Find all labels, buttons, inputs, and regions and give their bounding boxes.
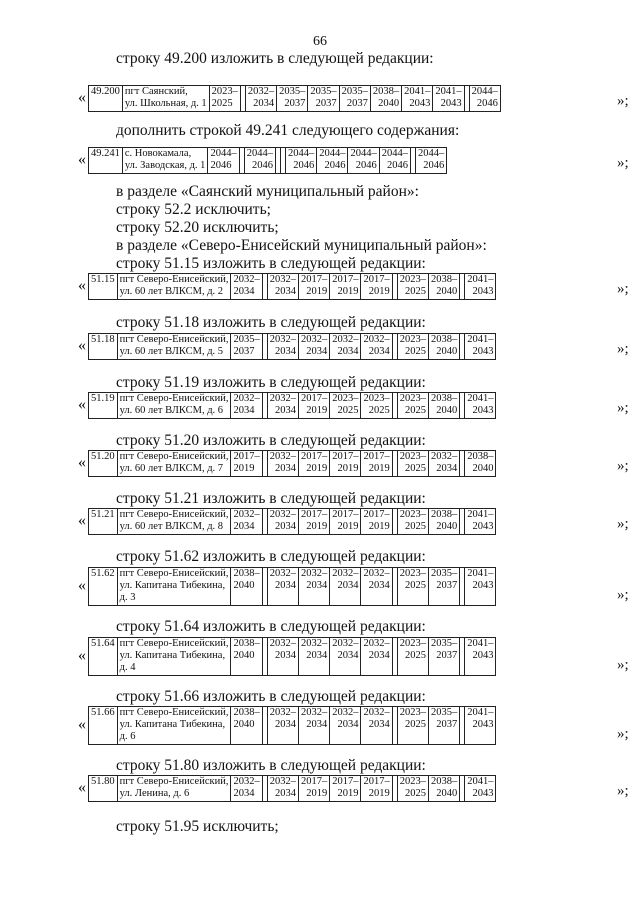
period-cell: 2032– 2034 bbox=[330, 638, 361, 676]
period-cell: 2038– 2040 bbox=[231, 638, 262, 676]
period-cell: 2023– 2025 bbox=[397, 393, 428, 419]
row-number: 51.19 bbox=[89, 393, 118, 419]
address-line: д. 6 bbox=[119, 731, 136, 742]
period-cell: 2017– 2019 bbox=[330, 274, 361, 300]
close-quote: »; bbox=[617, 458, 629, 474]
paragraph: строку 49.200 изложить в следующей редакции: bbox=[116, 50, 434, 67]
address-line: пгт Северо-Енисейский, bbox=[119, 568, 229, 579]
row-table bbox=[88, 450, 496, 477]
period-cell: 2041– 2043 bbox=[465, 568, 496, 606]
address-cell bbox=[117, 509, 231, 535]
period-cell: 2041– 2043 bbox=[433, 86, 464, 112]
period-cell: 2038– 2040 bbox=[428, 776, 459, 802]
period-cell: 2032– 2034 bbox=[267, 274, 298, 300]
period-cell: 2038– 2040 bbox=[465, 451, 496, 477]
close-quote: »; bbox=[617, 155, 629, 171]
period-cell: 2023– 2025 bbox=[397, 638, 428, 676]
address-cell bbox=[117, 274, 231, 300]
period-cell: 2035– 2037 bbox=[428, 568, 459, 606]
row-number: 51.66 bbox=[89, 707, 118, 745]
paragraph: строку 51.19 изложить в следующей редакции: bbox=[116, 374, 426, 391]
period-cell: 2032– 2034 bbox=[267, 707, 298, 745]
address-line: ул. 60 лет ВЛКСМ, д. 2 bbox=[119, 286, 224, 297]
period-cell: 2044– 2046 bbox=[379, 148, 410, 174]
period-cell: 2032– 2034 bbox=[361, 568, 392, 606]
period-cell: 2044– 2046 bbox=[415, 148, 446, 174]
period-cell: 2017– 2019 bbox=[330, 451, 361, 477]
period-cell: 2032– 2034 bbox=[267, 638, 298, 676]
address-cell bbox=[117, 638, 231, 676]
period-cell: 2038– 2040 bbox=[370, 86, 401, 112]
period-cell: 2035– 2037 bbox=[231, 334, 262, 360]
period-cell: 2017– 2019 bbox=[298, 509, 329, 535]
period-cell: 2023– 2025 bbox=[397, 334, 428, 360]
address-line: ул. Заводская, д. 1 bbox=[124, 160, 206, 171]
close-quote: »; bbox=[617, 587, 629, 603]
paragraph: строку 51.80 изложить в следующей редакции: bbox=[116, 757, 426, 774]
open-quote: « bbox=[78, 647, 86, 664]
open-quote: « bbox=[78, 151, 86, 168]
address-line: ул. 60 лет ВЛКСМ, д. 8 bbox=[119, 521, 224, 532]
address-line: пгт Северо-Енисейский, bbox=[119, 393, 229, 404]
period-cell: 2035– 2037 bbox=[308, 86, 339, 112]
period-cell: 2017– 2019 bbox=[330, 509, 361, 535]
period-cell: 2041– 2043 bbox=[465, 274, 496, 300]
period-cell: 2032– 2034 bbox=[267, 334, 298, 360]
period-cell: 2017– 2019 bbox=[361, 451, 392, 477]
period-cell: 2038– 2040 bbox=[231, 568, 262, 606]
address-cell bbox=[117, 568, 231, 606]
period-cell: 2032– 2034 bbox=[330, 707, 361, 745]
address-line: ул. Капитана Тибекина, bbox=[119, 580, 226, 591]
period-cell: 2017– 2019 bbox=[231, 451, 262, 477]
address-line: пгт Северо-Енисейский, bbox=[119, 451, 229, 462]
paragraph: строку 51.21 изложить в следующей редакции: bbox=[116, 490, 426, 507]
period-cell: 2023– 2025 bbox=[361, 393, 392, 419]
paragraph: строку 51.20 изложить в следующей редакции: bbox=[116, 432, 426, 449]
period-cell: 2032– 2034 bbox=[298, 334, 329, 360]
period-cell: 2017– 2019 bbox=[361, 776, 392, 802]
paragraph: строку 51.66 изложить в следующей редакции: bbox=[116, 688, 426, 705]
period-cell: 2032– 2034 bbox=[330, 334, 361, 360]
period-cell: 2044– 2046 bbox=[348, 148, 379, 174]
period-cell: 2023– 2025 bbox=[397, 568, 428, 606]
period-cell: 2032– 2034 bbox=[267, 509, 298, 535]
open-quote: « bbox=[78, 512, 86, 529]
period-cell: 2023– 2025 bbox=[330, 393, 361, 419]
open-quote: « bbox=[78, 396, 86, 413]
open-quote: « bbox=[78, 337, 86, 354]
period-cell: 2032– 2034 bbox=[231, 393, 262, 419]
period-cell: 2032– 2034 bbox=[267, 776, 298, 802]
row-table bbox=[88, 775, 496, 802]
row-number: 51.15 bbox=[89, 274, 118, 300]
address-line: пгт Северо-Енисейский, bbox=[119, 638, 229, 649]
period-cell: 2038– 2040 bbox=[231, 707, 262, 745]
period-cell: 2038– 2040 bbox=[428, 274, 459, 300]
period-cell: 2017– 2019 bbox=[298, 274, 329, 300]
row-table bbox=[88, 508, 496, 535]
period-cell: 2032– 2034 bbox=[231, 776, 262, 802]
address-line: ул. 60 лет ВЛКСМ, д. 7 bbox=[119, 463, 224, 474]
row-table bbox=[88, 706, 496, 745]
paragraph: в разделе «Северо-Енисейский муниципальный район»: bbox=[116, 237, 487, 254]
address-line: д. 3 bbox=[119, 592, 136, 603]
period-cell: 2041– 2043 bbox=[465, 776, 496, 802]
address-line: ул. Капитана Тибекина, bbox=[119, 719, 226, 730]
period-cell: 2041– 2043 bbox=[465, 638, 496, 676]
period-cell: 2032– 2034 bbox=[245, 86, 276, 112]
address-line: пгт Северо-Енисейский, bbox=[119, 509, 229, 520]
address-cell bbox=[117, 393, 231, 419]
period-cell: 2041– 2043 bbox=[465, 707, 496, 745]
period-cell: 2038– 2040 bbox=[428, 393, 459, 419]
period-cell: 2032– 2034 bbox=[330, 568, 361, 606]
period-cell: 2032– 2034 bbox=[231, 274, 262, 300]
period-cell: 2032– 2034 bbox=[361, 334, 392, 360]
address-line: пгт Северо-Енисейский, bbox=[119, 274, 229, 285]
period-cell: 2038– 2040 bbox=[428, 509, 459, 535]
row-number: 51.20 bbox=[89, 451, 118, 477]
address-line: пгт Саянский, bbox=[124, 86, 188, 97]
period-cell: 2041– 2043 bbox=[465, 509, 496, 535]
row-number: 51.64 bbox=[89, 638, 118, 676]
period-cell: 2017– 2019 bbox=[330, 776, 361, 802]
close-quote: »; bbox=[617, 281, 629, 297]
period-cell: 2017– 2019 bbox=[298, 451, 329, 477]
open-quote: « bbox=[78, 577, 86, 594]
address-line: ул. Ленина, д. 6 bbox=[119, 788, 190, 799]
row-number: 51.62 bbox=[89, 568, 118, 606]
period-cell: 2044– 2046 bbox=[285, 148, 316, 174]
open-quote: « bbox=[78, 716, 86, 733]
period-cell: 2044– 2046 bbox=[317, 148, 348, 174]
row-number: 49.200 bbox=[89, 86, 123, 112]
period-cell: 2032– 2034 bbox=[267, 393, 298, 419]
period-cell: 2023– 2025 bbox=[397, 776, 428, 802]
period-cell: 2017– 2019 bbox=[361, 509, 392, 535]
paragraph: строку 51.15 изложить в следующей редакции: bbox=[116, 255, 426, 272]
paragraph: строку 51.95 исключить; bbox=[116, 818, 279, 835]
address-cell bbox=[117, 451, 231, 477]
period-cell: 2017– 2019 bbox=[298, 776, 329, 802]
period-cell: 2044– 2046 bbox=[208, 148, 239, 174]
period-cell: 2041– 2043 bbox=[402, 86, 433, 112]
paragraph: строку 51.18 изложить в следующей редакции: bbox=[116, 314, 426, 331]
period-cell: 2032– 2034 bbox=[231, 509, 262, 535]
address-line: с. Новокамала, bbox=[124, 148, 192, 159]
row-number: 51.18 bbox=[89, 334, 118, 360]
close-quote: »; bbox=[617, 783, 629, 799]
address-line: ул. Капитана Тибекина, bbox=[119, 650, 226, 661]
close-quote: »; bbox=[617, 400, 629, 416]
period-cell: 2035– 2037 bbox=[277, 86, 308, 112]
row-table bbox=[88, 637, 496, 676]
period-cell: 2041– 2043 bbox=[465, 393, 496, 419]
open-quote: « bbox=[78, 277, 86, 294]
paragraph: дополнить строкой 49.241 следующего содержания: bbox=[116, 122, 460, 139]
period-cell: 2032– 2034 bbox=[298, 638, 329, 676]
address-line: ул. 60 лет ВЛКСМ, д. 5 bbox=[119, 346, 224, 357]
period-cell: 2038– 2040 bbox=[428, 334, 459, 360]
paragraph: строку 51.64 изложить в следующей редакции: bbox=[116, 618, 426, 635]
address-cell bbox=[117, 334, 231, 360]
period-cell: 2017– 2019 bbox=[361, 274, 392, 300]
close-quote: »; bbox=[617, 93, 629, 109]
period-cell: 2017– 2019 bbox=[298, 393, 329, 419]
page-number: 66 bbox=[313, 34, 327, 49]
paragraph: строку 52.2 исключить; bbox=[116, 201, 271, 218]
period-cell: 2032– 2034 bbox=[267, 568, 298, 606]
paragraph: строку 51.62 изложить в следующей редакции: bbox=[116, 548, 426, 565]
address-line: пгт Северо-Енисейский, bbox=[119, 707, 229, 718]
open-quote: « bbox=[78, 89, 86, 106]
address-cell bbox=[122, 148, 208, 174]
address-line: пгт Северо-Енисейский, bbox=[119, 334, 229, 345]
period-cell: 2023– 2025 bbox=[397, 451, 428, 477]
address-cell bbox=[122, 86, 209, 112]
row-table bbox=[88, 567, 496, 606]
row-table bbox=[88, 333, 496, 360]
period-cell: 2032– 2034 bbox=[298, 568, 329, 606]
row-number: 51.80 bbox=[89, 776, 118, 802]
period-cell: 2041– 2043 bbox=[465, 334, 496, 360]
period-cell: 2023– 2025 bbox=[397, 274, 428, 300]
open-quote: « bbox=[78, 779, 86, 796]
address-cell bbox=[117, 776, 231, 802]
address-line: пгт Северо-Енисейский, bbox=[119, 776, 229, 787]
address-line: ул. Школьная, д. 1 bbox=[124, 98, 207, 109]
row-table bbox=[88, 85, 501, 112]
period-cell: 2035– 2037 bbox=[339, 86, 370, 112]
period-cell: 2044– 2046 bbox=[244, 148, 275, 174]
row-table bbox=[88, 273, 496, 300]
period-cell: 2044– 2046 bbox=[469, 86, 500, 112]
close-quote: »; bbox=[617, 657, 629, 673]
period-cell: 2032– 2034 bbox=[298, 707, 329, 745]
paragraph: строку 52.20 исключить; bbox=[116, 219, 279, 236]
period-cell: 2032– 2034 bbox=[361, 707, 392, 745]
period-cell: 2035– 2037 bbox=[428, 707, 459, 745]
period-cell: 2023– 2025 bbox=[209, 86, 240, 112]
address-line: д. 4 bbox=[119, 662, 136, 673]
open-quote: « bbox=[78, 454, 86, 471]
close-quote: »; bbox=[617, 516, 629, 532]
row-number: 51.21 bbox=[89, 509, 118, 535]
period-cell: 2035– 2037 bbox=[428, 638, 459, 676]
row-table bbox=[88, 147, 447, 174]
period-cell: 2032– 2034 bbox=[267, 451, 298, 477]
period-cell: 2032– 2034 bbox=[361, 638, 392, 676]
paragraph: в разделе «Саянский муниципальный район»: bbox=[116, 183, 419, 200]
period-cell: 2023– 2025 bbox=[397, 509, 428, 535]
close-quote: »; bbox=[617, 341, 629, 357]
close-quote: »; bbox=[617, 726, 629, 742]
period-cell: 2032– 2034 bbox=[428, 451, 459, 477]
address-cell bbox=[117, 707, 231, 745]
period-cell: 2023– 2025 bbox=[397, 707, 428, 745]
row-number: 49.241 bbox=[89, 148, 123, 174]
address-line: ул. 60 лет ВЛКСМ, д. 6 bbox=[119, 405, 224, 416]
row-table bbox=[88, 392, 496, 419]
